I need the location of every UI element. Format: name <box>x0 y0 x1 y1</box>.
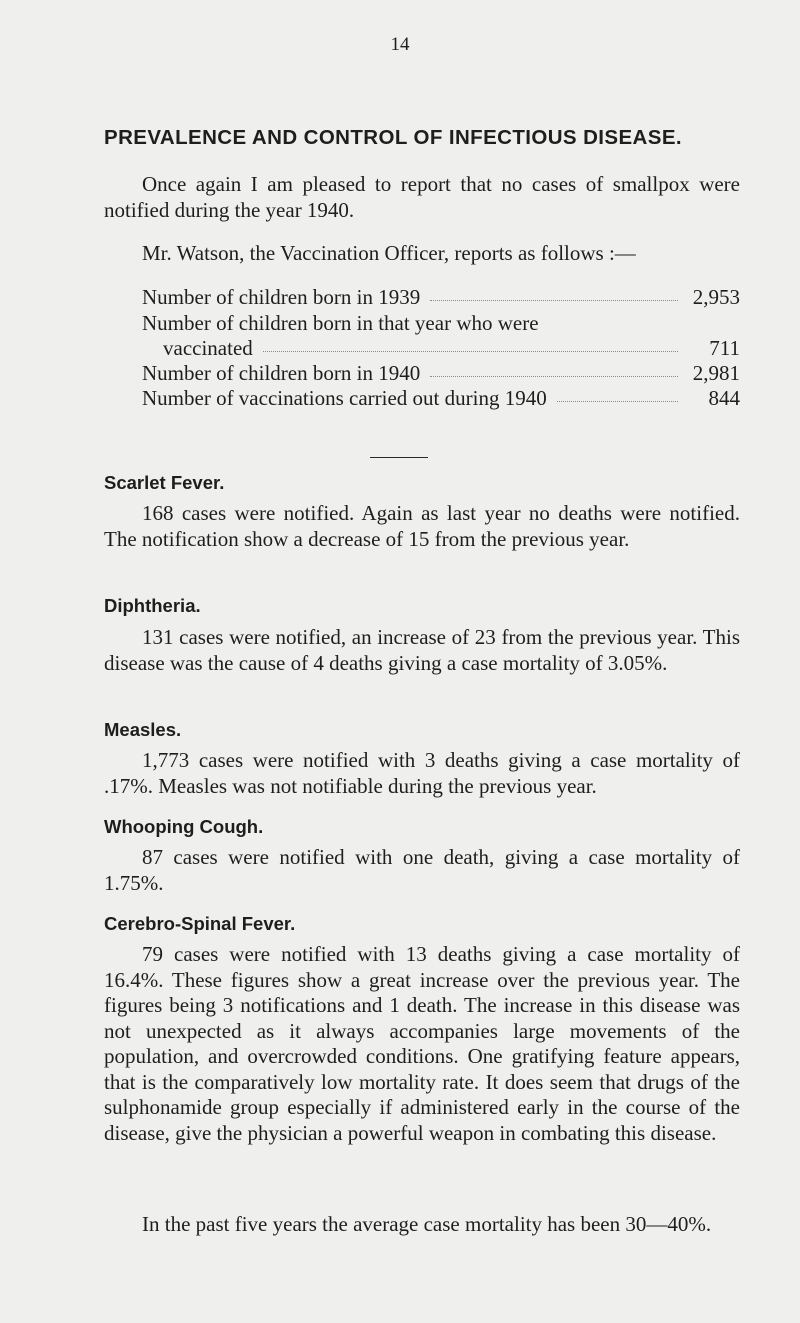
vaccination-row-value: 711 <box>709 336 740 360</box>
section-body-text: In the past five years the average case mortality has been 30—40%. <box>142 1212 712 1236</box>
page-title: PREVALENCE AND CONTROL OF INFECTIOUS DISEASE. <box>104 126 682 149</box>
section-heading-cerebro-spinal-fever: Cerebro-Spinal Fever. <box>104 913 296 934</box>
section-body-cerebro-spinal-fever-closing <box>104 1212 740 1238</box>
leader-dots <box>263 350 678 352</box>
vaccination-row-vaccinated-label-line <box>142 311 740 336</box>
section-heading-diphtheria: Diphtheria. <box>104 595 201 616</box>
section-body-scarlet-fever <box>104 501 740 552</box>
section-body-text: 79 cases were notified with 13 deaths giving a case mortality of 16.4%. These figures show a great increase over the previous year. The figures being 3 notifications and 1 death. The increase in this disease was not unexpected as it always accompanies large movements of the population, and overcrowded conditions. One gratifying feature appears, that is the comparatively low mortality rate. It does seem that drugs of the sulphonamide group especially if administered early in the course of the disease, give the physician a powerful weapon in combating this disease. <box>104 942 740 1145</box>
leader-dots <box>430 375 678 377</box>
section-heading-scarlet-fever: Scarlet Fever. <box>104 472 225 493</box>
vaccination-row-label: Number of children born in 1940 <box>142 361 421 385</box>
vaccination-row-vaccinated <box>163 336 740 361</box>
vaccination-row-label: Number of children born in that year who were <box>142 311 539 335</box>
section-body-measles <box>104 748 740 799</box>
vaccination-row-label: Number of children born in 1939 <box>142 285 421 309</box>
vaccination-row-value: 2,953 <box>692 285 740 309</box>
section-body-text: 1,773 cases were notified with 3 deaths giving a case mortality of .17%. Measles was not notifiable during the previous year. <box>104 748 740 798</box>
section-body-text: 168 cases were notified. Again as last year no deaths were notified. The notification show a decrease of 15 from the previous year. <box>104 501 740 551</box>
section-body-whooping-cough <box>104 845 740 896</box>
section-body-text: 131 cases were notified, an increase of 23 from the previous year. This disease was the cause of 4 deaths giving a case mortality of 3.05%. <box>104 625 740 675</box>
section-divider <box>370 457 428 458</box>
intro-paragraph <box>104 172 740 223</box>
section-body-diphtheria <box>104 625 740 676</box>
leader-dots <box>557 400 678 402</box>
vaccination-row-born-1939 <box>142 285 740 310</box>
vaccination-intro-paragraph <box>104 241 740 267</box>
section-body-cerebro-spinal-fever <box>104 942 740 1146</box>
vaccination-intro-text: Mr. Watson, the Vaccination Officer, reports as follows :— <box>142 241 636 265</box>
vaccination-row-value: 2,981 <box>692 361 740 385</box>
section-body-text: 87 cases were notified with one death, giving a case mortality of 1.75%. <box>104 845 740 895</box>
vaccination-row-vaccinations-1940 <box>142 386 740 411</box>
vaccination-row-value: 844 <box>708 386 740 410</box>
vaccination-row-born-1940 <box>142 361 740 386</box>
vaccination-row-label: Number of vaccinations carried out during 1940 <box>142 386 547 410</box>
section-heading-whooping-cough: Whooping Cough. <box>104 816 264 837</box>
leader-dots <box>430 299 678 301</box>
section-heading-measles: Measles. <box>104 719 182 740</box>
page-number: 14 <box>390 34 410 55</box>
vaccination-row-label-continued: vaccinated <box>163 336 253 360</box>
intro-text: Once again I am pleased to report that no cases of smallpox were notified during the year 1940. <box>104 172 740 222</box>
